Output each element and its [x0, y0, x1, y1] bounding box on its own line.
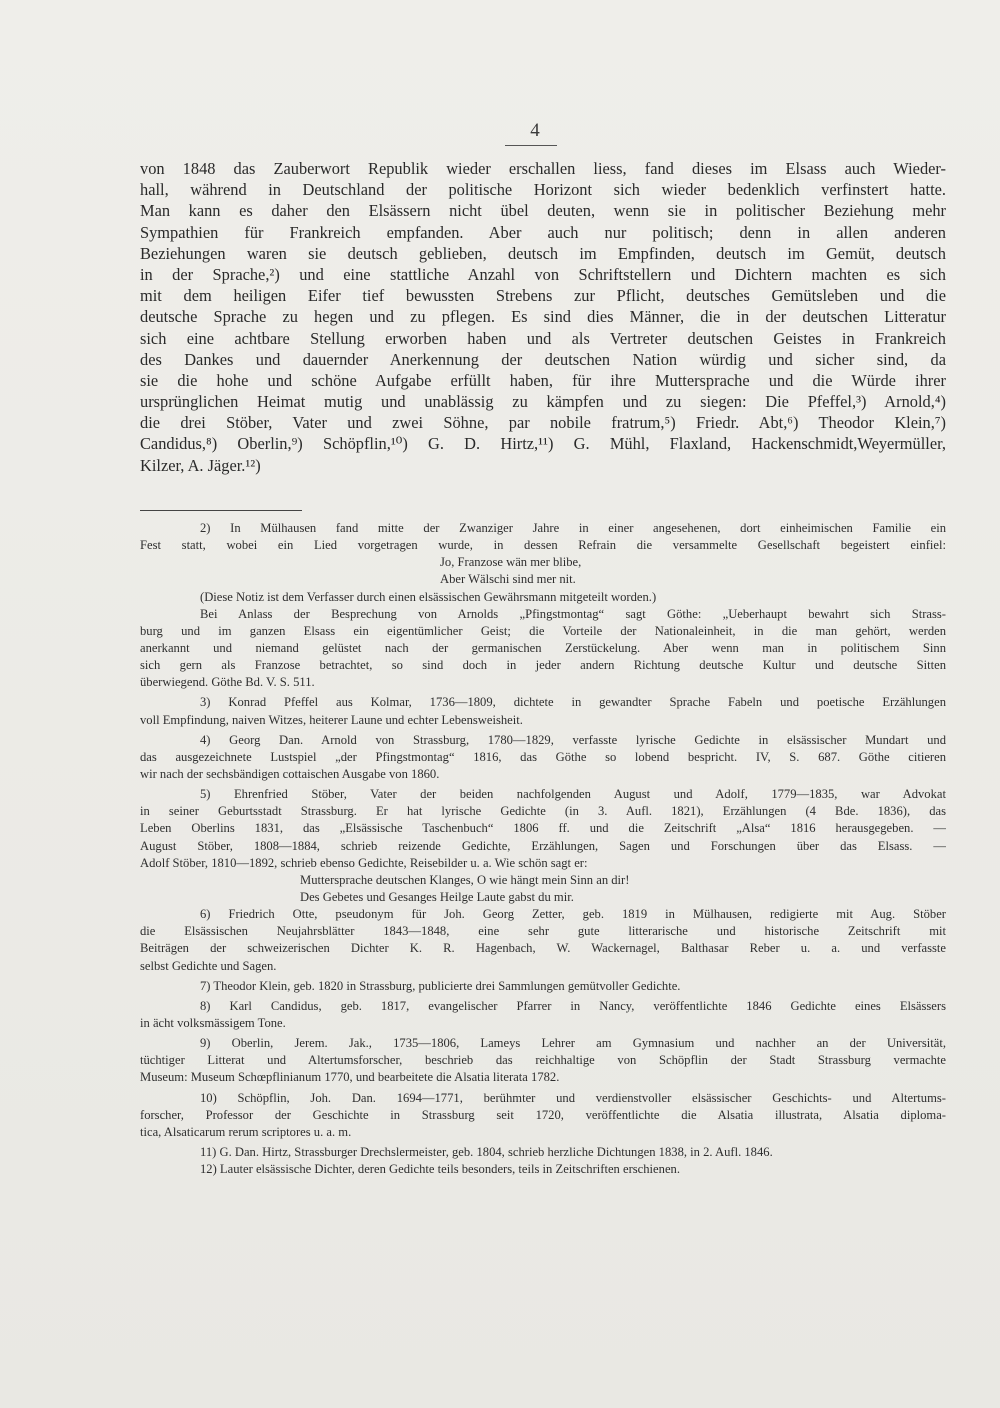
footnote-5: 5) Ehrenfried Stöber, Vater der beiden nachfolgenden August und Adolf, 1779—1835, war Advokat — [200, 787, 946, 802]
footnote-line: in ächt volksmässigem Tone. — [140, 1015, 286, 1030]
main-body-text — [140, 158, 946, 476]
footnote-line: Museum: Museum Schœpflinianum 1770, und bearbeitete die Alsatia literata 1782. — [140, 1070, 560, 1085]
footnote-10: 10) Schöpflin, Joh. Dan. 1694—1771, berühmter und verdienstvoller elsässischer Geschichts- und Altertums- — [200, 1090, 946, 1105]
footnote-line: Beiträgen der schweizerischen Dichter K. R. Hagenbach, W. Wackernagel, Balthasar Reber u. a. und verfasste — [140, 941, 946, 956]
footnote-line: voll Empfindung, naiven Witzes, heiterer Laune und echter Lebensweisheit. — [140, 712, 523, 727]
body-line: deutsche Sprache zu hegen und zu pflegen. Es sind dies Männer, die in der deutschen Litteratur — [140, 307, 946, 327]
body-line-last: Kilzer, A. Jäger.¹²) — [140, 455, 261, 475]
body-line: hall, während in Deutschland der politische Horizont sich wieder bedenklich verfinstert hatte. — [140, 180, 946, 200]
body-line: Sympathien für Frankreich empfanden. Aber auch nur politisch; denn in allen anderen — [140, 222, 946, 242]
footnote-separator — [140, 510, 302, 511]
footnote-line: burg und im ganzen Elsass ein eigentümlicher Geist; die Vorteile der Nationaleinheit, in die man gehört, werden — [140, 623, 946, 638]
footnote-verse-line: Des Gebetes und Gesanges Heilge Laute gabst du mir. — [300, 889, 574, 904]
footnote-line: sich gern als Franzose betrachtet, so sind doch in jeder andern Richtung deutsche Kultur und deutsche Sitten — [140, 658, 946, 673]
footnote-line: August Stöber, 1808—1884, schrieb reizende Gedichte, Erzählungen, Sagen und Forschungen über das Elsass. — — [140, 838, 946, 853]
footnote-line: Fest statt, wobei ein Lied vorgetragen wurde, in dessen Refrain die versammelte Gesellschaft begeistert einfiel: — [140, 538, 946, 553]
footnote-line: forscher, Professor der Geschichte in Strassburg seit 1720, veröffentlichte die Alsatia illustrata, Alsatia diploma- — [140, 1107, 946, 1122]
body-line: mit dem heiligen Eifer tief bewussten Strebens zur Pflicht, deutsches Gemütsleben und die — [140, 286, 946, 306]
footnote-line: anerkannt und niemand gelüstet nach der germanischen Zerstückelung. Aber wenn man in politischem Sinn — [140, 640, 946, 655]
body-line: von 1848 das Zauberwort Republik wieder erschallen liess, fand dieses im Elsass auch Wieder- — [140, 159, 946, 178]
page-number: 4 — [530, 120, 540, 141]
body-line: ursprünglichen Heimat mutig und unablässig zu kämpfen und zu siegen: Die Pfeffel,³) Arnold,⁴) — [140, 392, 946, 412]
footnote-7: 7) Theodor Klein, geb. 1820 in Strassburg, publicierte drei Sammlungen gemütvoller Gedichte. — [200, 978, 681, 993]
footnote-line: in seiner Geburtsstadt Strassburg. Er hat lyrische Gedichte (in 3. Aufl. 1821), Erzählungen (4 Bde. 1836), das — [140, 804, 946, 819]
body-line: in der Sprache,²) und eine stattliche Anzahl von Schriftstellern und Dichtern machten es sich — [140, 264, 946, 284]
footnote-line: überwiegend. Göthe Bd. V. S. 511. — [140, 675, 315, 690]
footnote-verse-line: Jo, Franzose wän mer blibe, — [440, 555, 582, 570]
body-line: Man kann es daher den Elsässern nicht übel deuten, wenn sie in politischer Beziehung mehr — [140, 201, 946, 221]
footnote-line: selbst Gedichte und Sagen. — [140, 958, 277, 973]
footnote-line: das ausgezeichnete Lustspiel „der Pfingstmontag“ 1816, das Göthe so lobend bespricht. IV, S. 687. Göthe citieren — [140, 749, 946, 764]
footnote-verse-line: Muttersprache deutschen Klanges, O wie hängt mein Sinn an dir! — [300, 872, 630, 887]
footnote-6: 6) Friedrich Otte, pseudonym für Joh. Georg Zetter, geb. 1819 in Mülhausen, redigierte mit Aug. Stöber — [200, 907, 946, 922]
footnotes-section — [140, 520, 946, 1178]
footnote-9: 9) Oberlin, Jerem. Jak., 1735—1806, Lameys Lehrer am Gymnasium und nachher an der Universität, — [200, 1036, 946, 1051]
body-line: Beziehungen waren sie deutsch geblieben, deutsch im Empfinden, deutsch im Gemüt, deutsch — [140, 243, 946, 263]
footnote-line: die Elsässischen Neujahrsblätter 1843—1848, eine sehr gute litterarische und historische Zeitschrift mit — [140, 924, 946, 939]
page-number-rule — [505, 145, 557, 146]
footnote-line: Leben Oberlins 1831, das „Elsässische Taschenbuch“ 1806 ff. und die Zeitschrift „Alsa“ 1816 herausgegeben. — — [140, 821, 946, 836]
footnote-verse-line: Aber Wälschi sind mer nit. — [440, 572, 576, 587]
footnote-8: 8) Karl Candidus, geb. 1817, evangelischer Pfarrer in Nancy, veröffentlichte 1846 Gedichte eines Elsässers — [200, 998, 946, 1013]
body-line: sich eine achtbare Stellung erworben haben und als Vertreter deutschen Geistes in Frankreich — [140, 328, 946, 348]
footnote-line: Adolf Stöber, 1810—1892, schrieb ebenso Gedichte, Reisebilder u. a. Wie schön sagt er: — [140, 855, 588, 870]
footnote-line: Bei Anlass der Besprechung von Arnolds „Pfingstmontag“ sagt Göthe: „Ueberhaupt bewahrt sich Strass- — [200, 606, 946, 621]
footnote-2: 2) In Mülhausen fand mitte der Zwanziger Jahre in einer angesehenen, dort einheimischen Familie ein — [200, 521, 946, 535]
body-line: die drei Stöber, Vater und zwei Söhne, par nobile fratrum,⁵) Friedr. Abt,⁶) Theodor Klein,⁷) — [140, 413, 946, 433]
footnote-11: 11) G. Dan. Hirtz, Strassburger Drechslermeister, geb. 1804, schrieb herzliche Dichtungen 1838, in 2. Aufl. 1846. — [200, 1144, 773, 1159]
body-line: sie die hohe und schöne Aufgabe erfüllt haben, für ihre Muttersprache und die Würde ihrer — [140, 370, 946, 390]
footnote-line: tica, Alsaticarum rerum scriptores u. a. m. — [140, 1124, 352, 1139]
footnote-line: (Diese Notiz ist dem Verfasser durch einen elsässischen Gewährsmann mitgeteilt worden.) — [200, 589, 657, 604]
footnote-line: wir nach der sechsbändigen cottaischen Ausgabe von 1860. — [140, 766, 440, 781]
footnote-3: 3) Konrad Pfeffel aus Kolmar, 1736—1809, dichtete in gewandter Sprache Fabeln und poetische Erzählungen — [200, 695, 946, 710]
body-line: des Dankes und dauernder Anerkennung der deutschen Nation würdig und sicher sind, da — [140, 349, 946, 369]
footnote-line: tüchtiger Litterat und Altertumsforscher, beschrieb das reichhaltige von Schöpflin der Stadt Strassburg vermachte — [140, 1053, 946, 1068]
footnote-4: 4) Georg Dan. Arnold von Strassburg, 1780—1829, verfasste lyrische Gedichte in elsässischer Mundart und — [200, 732, 946, 747]
footnote-12: 12) Lauter elsässische Dichter, deren Gedichte teils besonders, teils in Zeitschriften erschienen. — [200, 1162, 680, 1177]
body-line: Candidus,⁸) Oberlin,⁹) Schöpflin,¹⁰) G. D. Hirtz,¹¹) G. Mühl, Flaxland, Hackenschmidt,Weyermüller, — [140, 434, 946, 454]
